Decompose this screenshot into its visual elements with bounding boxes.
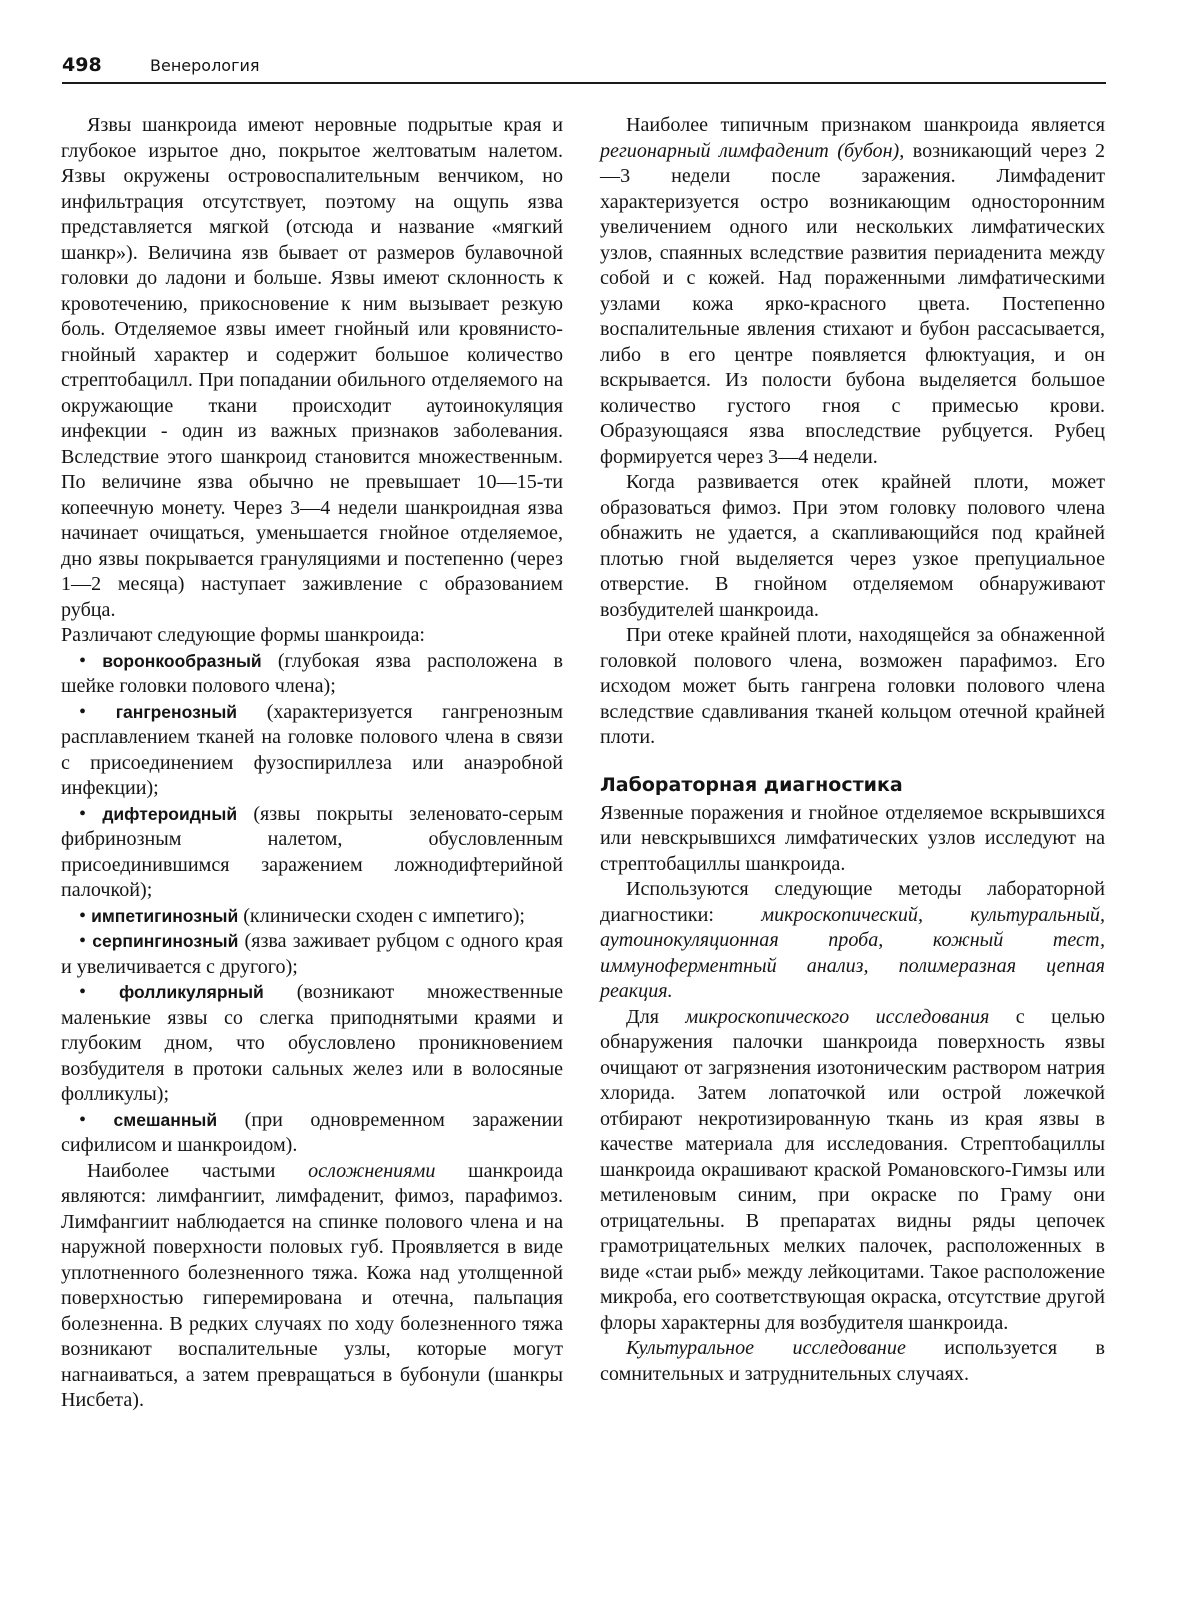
form-term: смешанный (113, 1109, 218, 1130)
form-term: импетигинозный (91, 905, 239, 926)
list-item-form: • фолликулярный (возникают множественные маленькие язвы со слегка приподнятыми краями и глубоким дном, что обусловлено проникновением возбудителя в протоки сальных желез или в волосяные фолликулы); (61, 981, 564, 1105)
list-item-form: • гангренозный (характеризуется гангренозным расплавлением тканей на головке полового члена в связи с присоединением фузоспириллеза или анаэробной инфекции); (61, 700, 564, 799)
form-description: (глубокая язва расположена в шейке головки полового члена); (61, 649, 563, 697)
paragraph-lab-intro: Язвенные поражения и гнойное отделяемое вскрывшихся или невскрывшихся лимфатических узлов исследуют на стрептобациллы шанкроида. (600, 801, 1105, 875)
paragraph-complications (61, 1159, 563, 1414)
emphasis-complications: осложнениями (308, 1159, 436, 1182)
form-term: гангренозный (115, 701, 238, 722)
emphasis-methods: микроскопический, культуральный, аутоинокуляционная проба, кожный тест, иммуноферментный анализ, полимеразная цепная реакция. (600, 903, 1105, 1002)
form-description: (возникают множественные маленькие язвы со слегка приподнятыми краями и глубоким дном, что обусловлено проникновением возбудителя в протоки сальных желез или в волосяные фолликулы); (61, 981, 564, 1105)
right-column (600, 113, 1105, 1387)
text-run: Для (626, 1005, 686, 1028)
section-heading: Лабораторная диагностика (600, 773, 903, 796)
list-item-form: • дифтероидный (язвы покрыты зеленовато-серым фибринозным налетом, обусловленным присоединившимся заражением ложнодифтерийной палочкой); (61, 802, 563, 901)
form-description: (клинически сходен с импетиго); (238, 904, 525, 927)
form-description: (характеризуется гангренозным расплавлением тканей на головке полового члена в связи с присоединением фузоспириллеза или анаэробной инфекции); (61, 700, 564, 799)
paragraph-phimosis: Когда развивается отек крайней плоти, может образоваться фимоз. При этом головку полового члена обнажить не удается, а скапливающийся под крайней плотью гной выделяется через узкое препуциальное отверстие. В гнойном отделяемом обнаруживают возбудителей шанкроида. (600, 471, 1105, 621)
form-term: серпингинозный (92, 931, 239, 951)
form-term: фолликулярный (118, 982, 264, 1002)
running-header (62, 52, 1106, 84)
emphasis-bubo: регионарный лимфаденит (бубон), (600, 139, 905, 162)
form-term: дифтероидный (102, 803, 238, 824)
form-term: воронкообразный (102, 650, 262, 671)
emphasis-culture: Культуральное исследование (626, 1337, 906, 1359)
list-item-form: • воронкообразный (глубокая язва расположена в шейке головки полового члена); (61, 649, 563, 697)
paragraph-paraphimosis: При отеке крайней плоти, находящейся за обнаженной головкой полового члена, возможен парафимоз. Его исходом может быть гангрена головки полового члена вследствие сдавливания тканей кольцом отечной крайней плоти. (600, 624, 1105, 748)
text-run: Используются следующие методы лабораторной диагностики: (600, 878, 1105, 926)
list-item-form: • смешанный (при одновременном заражении сифилисом и шанкроидом). (61, 1108, 563, 1156)
text-run: используется в сомнительных и затруднительных случаях. (600, 1337, 1105, 1385)
paragraph-methods (600, 877, 1105, 1005)
running-title: Венерология (150, 56, 260, 75)
emphasis-microscopy: микроскопического исследования (685, 1005, 990, 1028)
paragraph-ulcer-description: Язвы шанкроида имеют неровные подрытые края и глубокое изрытое дно, покрытое желтоватым налетом. Язвы окружены островоспалительным венчиком, но инфильтрация отсутствует, поэтому на ощупь язва представляется мягкой (отсюда и название «мягкий шанкр»). Величина язв бывает от размеров булавочной головки до ладони и больше. Язвы имеют склонность к кровотечению, прикосновение к ним вызывает резкую боль. Отделяемое язвы имеет гнойный или кровянисто-гнойный характер и содержит большое количество стрептобацилл. При попадании обильного отделяемого на окружающие ткани происходит аутоинокуляция инфекции - один из важных признаков заболевания. Вследствие этого шанкроид становится множественным. По величине язва обычно не превышает 10—15-ти копеечную монету. Через 3—4 недели шанкроидная язва начинает очищаться, уменьшается гнойное отделяемое, дно язвы покрывается грануляциями и постепенно (через 1—2 месяца) наступает заживление с образованием рубца. (61, 114, 563, 621)
form-description: (при одновременном заражении сифилисом и шанкроидом). (61, 1108, 563, 1156)
paragraph-bubo (600, 113, 1105, 470)
paragraph-culture (600, 1336, 1105, 1387)
page-number: 498 (62, 54, 102, 76)
left-column (61, 113, 563, 1414)
form-description: (язва заживает рубцом с одного края и увеличивается с другого); (61, 930, 564, 978)
text-run: Наиболее частыми (87, 1159, 309, 1182)
text-run: возникающий через 2—3 недели после заражения. Лимфаденит характеризуется остро возникающим односторонним увеличением одного или нескольких лимфатических узлов, спаянных вследствие развития периаденита между собой и с кожей. Над пораженными лимфатическими узлами кожа ярко-красного цвета. Постепенно воспалительные явления стихают и бубон рассасывается, либо в его центре появляется флюктуация, и он вскрывается. Из полости бубона выделяется большое количество густого гноя с примесью крови. Образующаяся язва впоследствие рубцуется. Рубец формируется через 3—4 недели. (600, 139, 1106, 468)
list-item-form: • серпингинозный (язва заживает рубцом с одного края и увеличивается с другого); (61, 930, 564, 978)
text-run: шанкроида являются: лимфангиит, лимфаденит, фимоз, парафимоз. Лимфангиит наблюдается на спинке полового члена и на наружной поверхности половых губ. Проявляется в виде уплотненного болезненного тяжа. Кожа над утолщенной поверхностью гиперемирована и отечна, пальпация болезненна. В редких случаях по ходу болезненного тяжа возникают воспалительные узлы, которые могут нагнаиваться, а затем превращаться в бубонули (шанкры Нисбета). (61, 1159, 564, 1411)
text-run: с целью обнаружения палочки шанкроида поверхность язвы очищают от загрязнения изотоническим раствором натрия хлорида. Затем лопаточкой или острой ложечкой отбирают некротизированную ткань из края язвы в качестве материала для исследования. Стрептобациллы шанкроида окрашивают краской Романовского-Гимзы или метиленовым синим, при окраске по Граму они отрицательны. В препаратах видны ряды цепочек грамотрицательных мелких палочек, расположенных в виде «стаи рыб» между лейкоцитами. Такое расположение микроба, его соответствующая окраска, отсутствие другой флоры характерны для возбудителя шанкроида. (600, 1005, 1106, 1334)
list-item-form: • импетигинозный (клинически сходен с импетиго); (79, 904, 525, 927)
paragraph-microscopy (600, 1005, 1105, 1337)
form-description: (язвы покрыты зеленовато-серым фибринозным налетом, обусловленным присоединившимся заражением ложнодифтерийной палочкой); (61, 802, 563, 901)
forms-intro: Различают следующие формы шанкроида: (61, 624, 425, 646)
text-run: Наиболее типичным признаком шанкроида является (626, 114, 1105, 136)
